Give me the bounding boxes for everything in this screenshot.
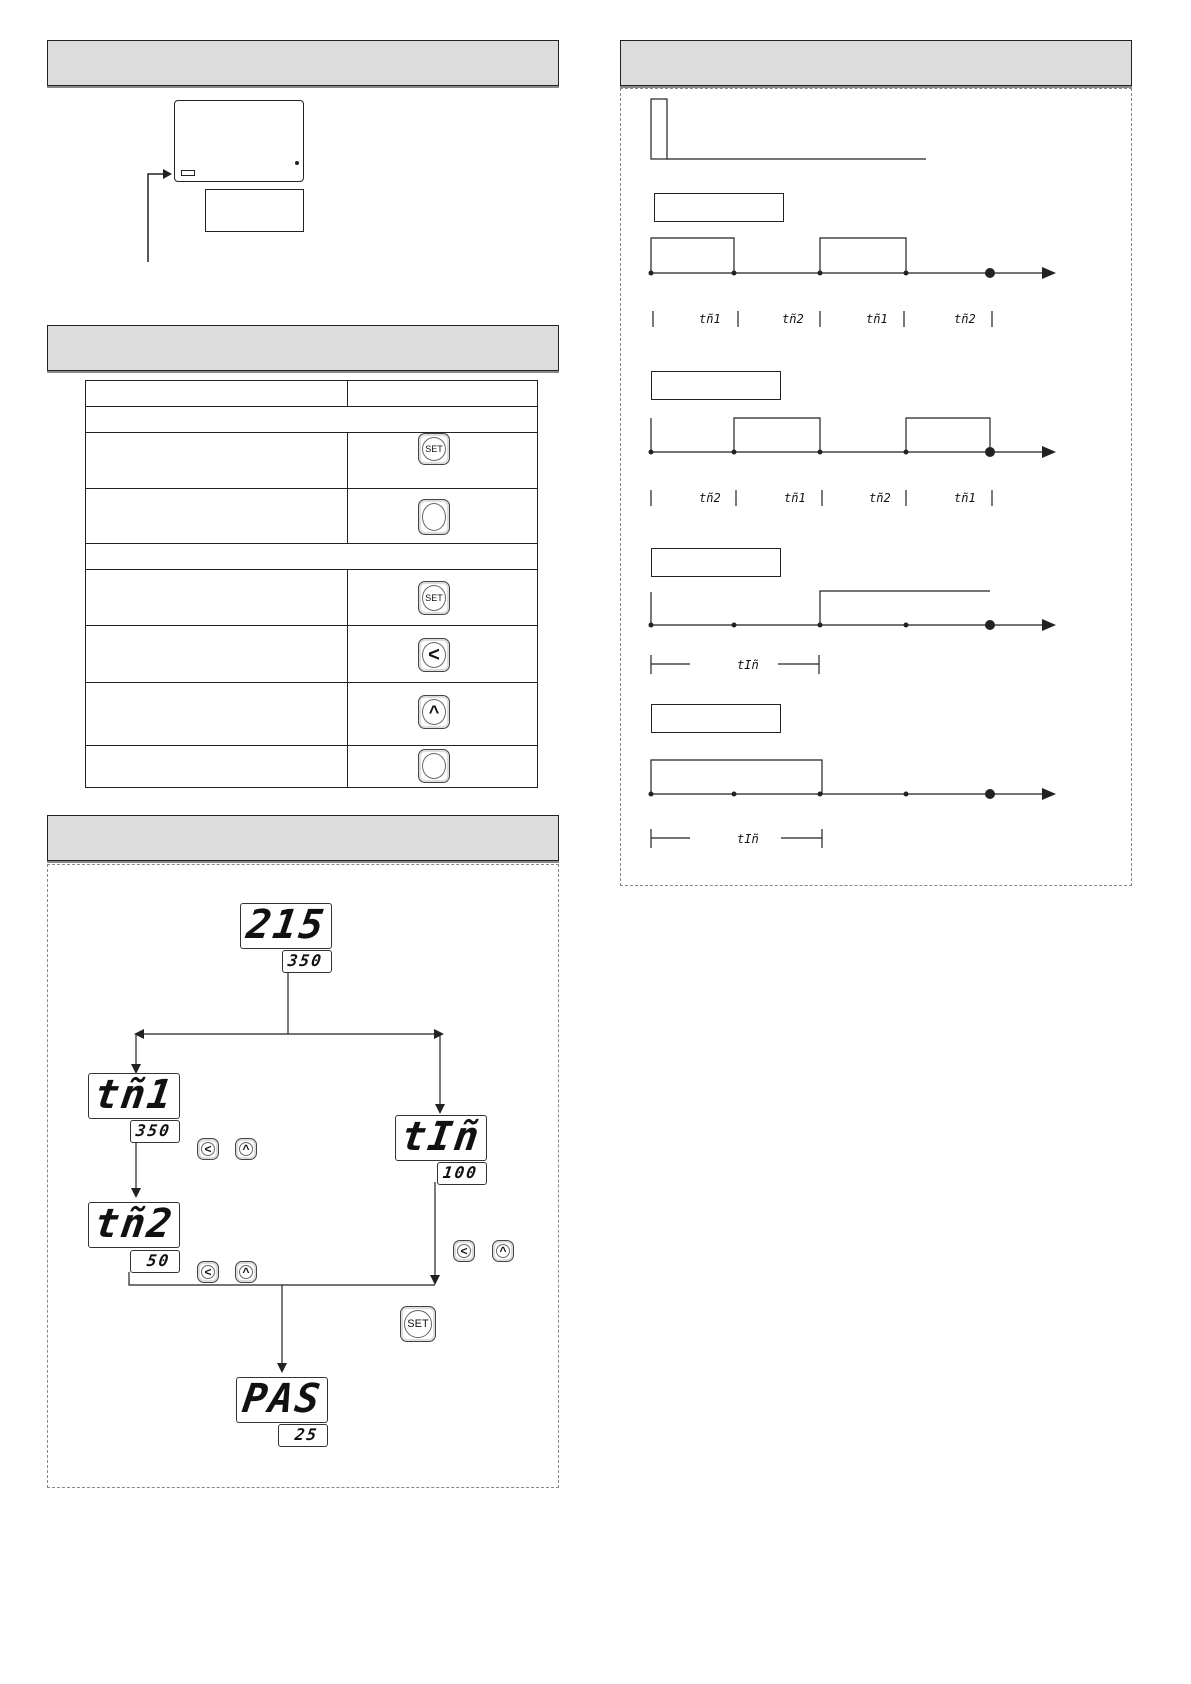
interval-label: tñ2 bbox=[699, 491, 721, 505]
interval-label: tñ2 bbox=[782, 312, 804, 326]
up-arrow-key-icon: ^ bbox=[492, 1240, 514, 1262]
pas-display: PAS bbox=[236, 1377, 328, 1423]
interval-label: tIñ bbox=[737, 658, 759, 672]
up-arrow-key-icon: ^ bbox=[418, 695, 450, 729]
up-arrow-key-icon: ^ bbox=[235, 1261, 257, 1283]
interval-label: tñ1 bbox=[699, 312, 721, 326]
interval-label: tñ1 bbox=[866, 312, 888, 326]
set-key-icon: SET bbox=[418, 433, 450, 465]
interval-label: tIñ bbox=[737, 832, 759, 846]
left-arrow-key-icon: < bbox=[197, 1261, 219, 1283]
interval-label: tñ2 bbox=[869, 491, 891, 505]
tim-value-display: 100 bbox=[437, 1162, 487, 1185]
set-key-icon: SET bbox=[400, 1306, 436, 1342]
tn1-value-display: 350 bbox=[130, 1120, 180, 1143]
main-sub-display: 350 bbox=[282, 950, 332, 973]
tim-display: tIñ bbox=[395, 1115, 487, 1161]
main-display: 215 bbox=[240, 903, 332, 949]
interval-label: tñ2 bbox=[954, 312, 976, 326]
set-key-icon: SET bbox=[418, 581, 450, 615]
interval-label: tñ1 bbox=[954, 491, 976, 505]
left-arrow-key-icon: < bbox=[418, 638, 450, 672]
interval-label: tñ1 bbox=[784, 491, 806, 505]
pas-value-display: 25 bbox=[278, 1424, 328, 1447]
tn2-display: tñ2 bbox=[88, 1202, 180, 1248]
left-arrow-key-icon: < bbox=[197, 1138, 219, 1160]
tn2-value-display: 50 bbox=[130, 1250, 180, 1273]
tn1-display: tñ1 bbox=[88, 1073, 180, 1119]
left-arrow-key-icon: < bbox=[453, 1240, 475, 1262]
up-arrow-key-icon: ^ bbox=[235, 1138, 257, 1160]
